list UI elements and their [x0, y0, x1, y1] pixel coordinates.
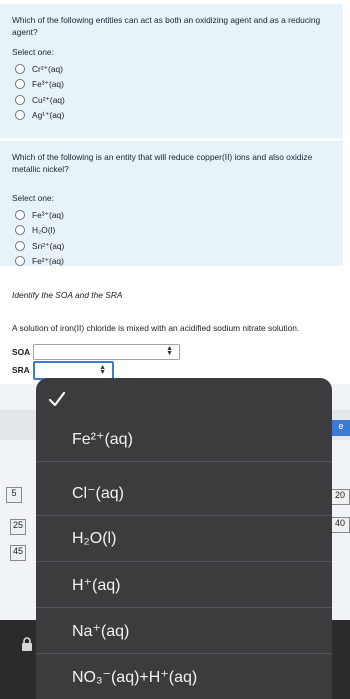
question-3-text: A solution of iron(II) chloride is mixed with an acidified sodium nitrate solution. [12, 323, 300, 333]
option-label: Cu²⁺(aq) [32, 94, 65, 105]
radio-button[interactable] [15, 79, 25, 89]
sra-label: SRA [12, 365, 30, 375]
picker-option-label: Fe²⁺(aq) [72, 430, 133, 448]
soa-select[interactable] [33, 344, 180, 360]
picker-option-label: NO₃⁻(aq)+H⁺(aq) [72, 669, 198, 686]
background-button[interactable]: 45 [10, 545, 26, 561]
background-button[interactable]: 25 [10, 519, 26, 535]
option-label: Sn²⁺(aq) [32, 240, 65, 251]
picker-option[interactable] [36, 562, 332, 608]
question-3-title: Identify the SOA and the SRA [12, 290, 123, 300]
question-2-option[interactable] [12, 254, 331, 270]
question-1-option[interactable] [12, 92, 331, 108]
question-2-option[interactable] [12, 207, 331, 223]
question-2-card [0, 141, 343, 266]
picker-option-label: H₂O(l) [72, 529, 117, 547]
question-2-text: Which of the following is an entity that will reduce copper(II) ions and also oxidize metallic nickel? [12, 152, 313, 174]
question-1-select-one: Select one: [12, 47, 54, 57]
background-button[interactable]: 20 [330, 489, 350, 505]
radio-button[interactable] [15, 64, 25, 74]
lock-icon [20, 637, 34, 651]
updown-chevron-icon: ▲ ▼ [166, 345, 173, 357]
option-label: Ag¹⁺(aq) [32, 110, 65, 121]
picker-option[interactable] [36, 654, 332, 699]
picker-option-label: H⁺(aq) [72, 576, 121, 594]
option-label: H₂O(l) [32, 225, 56, 236]
radio-button[interactable] [15, 256, 25, 266]
question-1-option[interactable] [12, 61, 331, 77]
background-button[interactable]: 40 [330, 517, 350, 533]
radio-button[interactable] [15, 225, 25, 235]
picker-option-label: Na⁺(aq) [72, 622, 130, 640]
question-1-text: Which of the following entities can act as both an oxidizing agent and as a reducing agent? [12, 15, 321, 37]
background-button[interactable]: 5 [6, 487, 22, 503]
checkmark-icon [48, 390, 66, 408]
option-label: Fe²⁺(aq) [32, 256, 64, 267]
radio-button[interactable] [15, 110, 25, 120]
option-label: Fe³⁺(aq) [32, 209, 64, 220]
question-1-option[interactable] [12, 108, 331, 124]
option-label: Fe³⁺(aq) [32, 79, 64, 90]
question-2-option[interactable] [12, 223, 331, 239]
dropdown-picker [36, 378, 332, 699]
picker-option[interactable] [36, 608, 332, 654]
question-2-select-one: Select one: [12, 193, 54, 203]
picker-option-label: Cl⁻(aq) [72, 484, 125, 502]
picker-option[interactable] [36, 416, 332, 462]
updown-chevron-icon: ▲ ▼ [99, 364, 106, 376]
radio-button[interactable] [15, 95, 25, 105]
question-1-option[interactable] [12, 77, 331, 93]
picker-option[interactable] [36, 516, 332, 562]
question-1-card [0, 4, 343, 138]
soa-label: SOA [12, 347, 31, 357]
option-label: Cr²⁺(aq) [32, 63, 63, 74]
radio-button[interactable] [15, 241, 25, 251]
picker-option[interactable] [36, 470, 332, 516]
radio-button[interactable] [15, 210, 25, 220]
background-button[interactable]: e [332, 420, 350, 436]
question-2-option[interactable] [12, 238, 331, 254]
